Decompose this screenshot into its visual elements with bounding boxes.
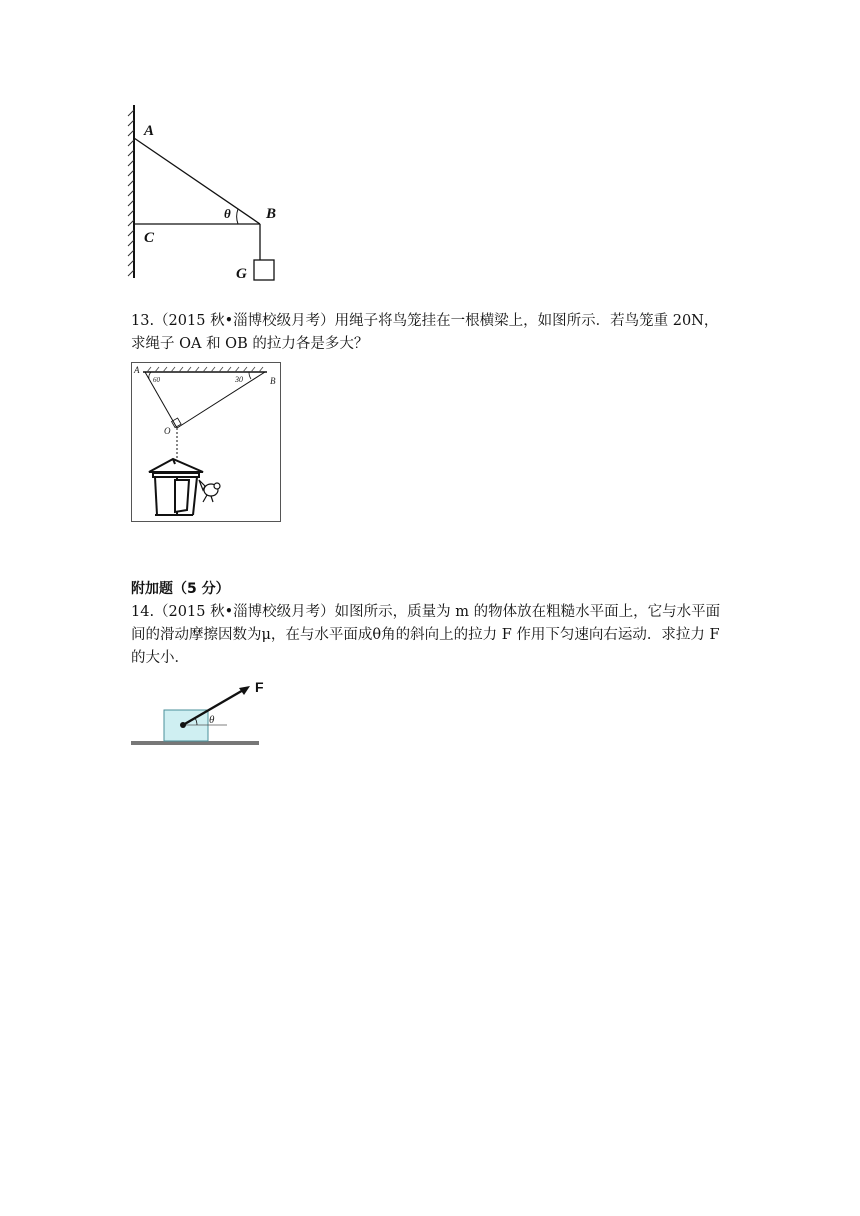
label-theta: θ: [224, 206, 231, 221]
label-f: F: [255, 679, 264, 695]
label-g: G: [236, 266, 247, 282]
label-b: B: [266, 206, 277, 222]
label-b: B: [270, 376, 276, 386]
question-13: [131, 310, 741, 356]
label-theta: θ: [209, 714, 215, 726]
figure-block-force: [131, 676, 281, 752]
question-13-line-1: 13.（2015 秋•淄博校级月考）用绳子将鸟笼挂在一根横梁上，如图所示．若鸟笼重 20N，: [131, 313, 719, 329]
weight-box: [254, 260, 274, 280]
question-14-line-3: 的大小．: [131, 650, 189, 666]
question-14-line-1: 14.（2015 秋•淄博校级月考）如图所示，质量为 m 的物体放在粗糙水平面上，它与水平面: [131, 604, 721, 620]
question-13-line-2: 求绳子 OA 和 OB 的拉力各是多大？: [131, 336, 369, 352]
center-point: [180, 722, 186, 728]
label-a: A: [144, 123, 155, 139]
ground: [131, 741, 259, 745]
wall: [128, 105, 134, 278]
label-angle-b: 30: [235, 375, 243, 384]
figure-wall-beam: [120, 100, 290, 290]
label-angle-a: 60: [153, 376, 160, 384]
label-a: A: [134, 365, 140, 375]
rope-ab: [134, 138, 260, 224]
question-14: [131, 601, 741, 670]
angle-arc: [237, 209, 238, 224]
bonus-heading: 附加题（5 分）: [131, 581, 230, 597]
question-14-line-2: 间的滑动摩擦因数为μ，在与水平面成θ角的斜向上的拉力 F 作用下匀速向右运动．求拉力 F: [131, 627, 720, 643]
figure-bird-cage: [131, 362, 282, 524]
label-o: O: [164, 426, 171, 436]
label-c: C: [144, 230, 155, 246]
